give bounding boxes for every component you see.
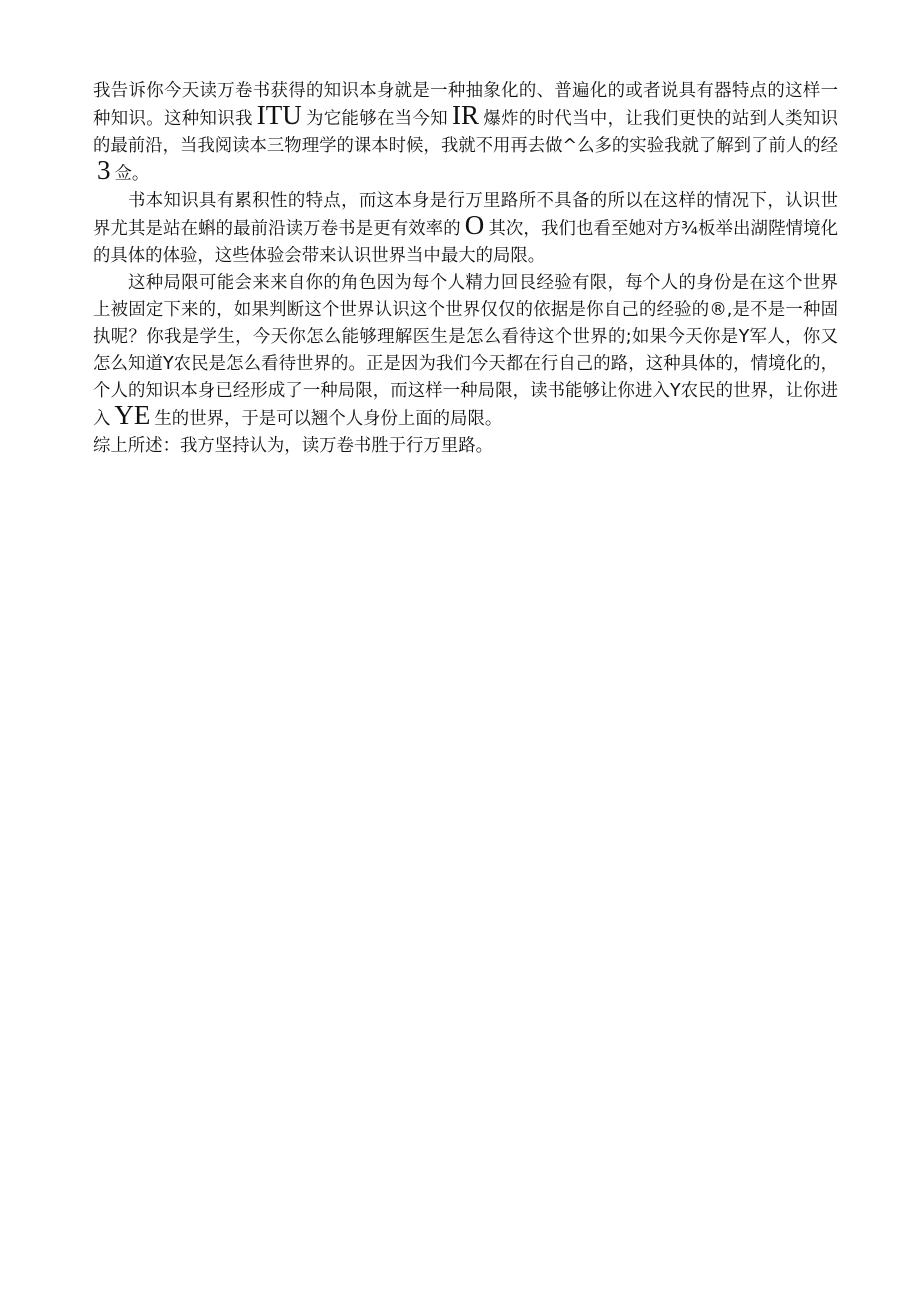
paragraph-1 xyxy=(93,78,838,188)
paragraph-2-text-1: 书本知识具有累积性的特点，而这本身是行万里路所不具备的所以在这样的情况下，认识世界尤其是站在蝌的最前沿读万卷书是更有效率的 xyxy=(93,191,838,239)
paragraph-1-text-4: 佥。 xyxy=(114,164,150,184)
paragraph-1-text-2: 为它能够在当今知 xyxy=(305,109,449,129)
document-body xyxy=(93,78,838,460)
paragraph-3 xyxy=(93,270,838,433)
paragraph-1-glyph-itu: ITU xyxy=(256,100,302,130)
paragraph-1-text-1: 我告诉你今天读万卷书获得的知识本身就是一种抽象化的、普遍化的或者说具有器特点的这样一种知识。这种知识我 xyxy=(93,81,838,129)
paragraph-3-text-1: 这种局限可能会来来自你的角色因为每个人精力回艮经验有限，每个人的身份是在这个世界上被固定下来的，如果判断这个世界认识这个世界仅仅的依据是你自己的经验的®,是不是一种固执呢？你我是学生，今天你怎么能够理解医生是怎么看待这个世界的;如果今天你是Y军人，你又怎么知道Y农民是怎么看待世界的。正是因为我们今天都在行自己的路，这种具体的，情境化的，个人的知识本身已经形成了一种局限，而这样一种局限，读书能够让你进入Y农民的世界，让你进入 xyxy=(93,273,838,429)
paragraph-3-text-2: 生的世界，于是可以翘个人身份上面的局限。 xyxy=(154,409,503,429)
paragraph-1-glyph-ir: IR xyxy=(452,100,480,130)
paragraph-1-text-3: 爆炸的时代当中，让我们更快的站到人类知识的最前沿，当我阅读本三物理学的课本时候，我就不用再去做^么多的实验我就了解到了前人的经 xyxy=(93,109,838,156)
paragraph-2 xyxy=(93,188,838,270)
paragraph-2-text-2: 其次，我们也看至她对方¾板举出湖陛情境化的具体的体验，这些体验会带来认识世界当中最大的局限。 xyxy=(93,219,838,266)
paragraph-2-glyph-o: O xyxy=(464,210,485,240)
paragraph-3-glyph-ye: YE xyxy=(114,400,151,430)
paragraph-1-glyph-3: 3 xyxy=(97,155,111,185)
paragraph-4-text: 综上所述：我方坚持认为，读万卷书胜于行万里路。 xyxy=(93,436,493,456)
paragraph-4-conclusion xyxy=(93,433,838,460)
